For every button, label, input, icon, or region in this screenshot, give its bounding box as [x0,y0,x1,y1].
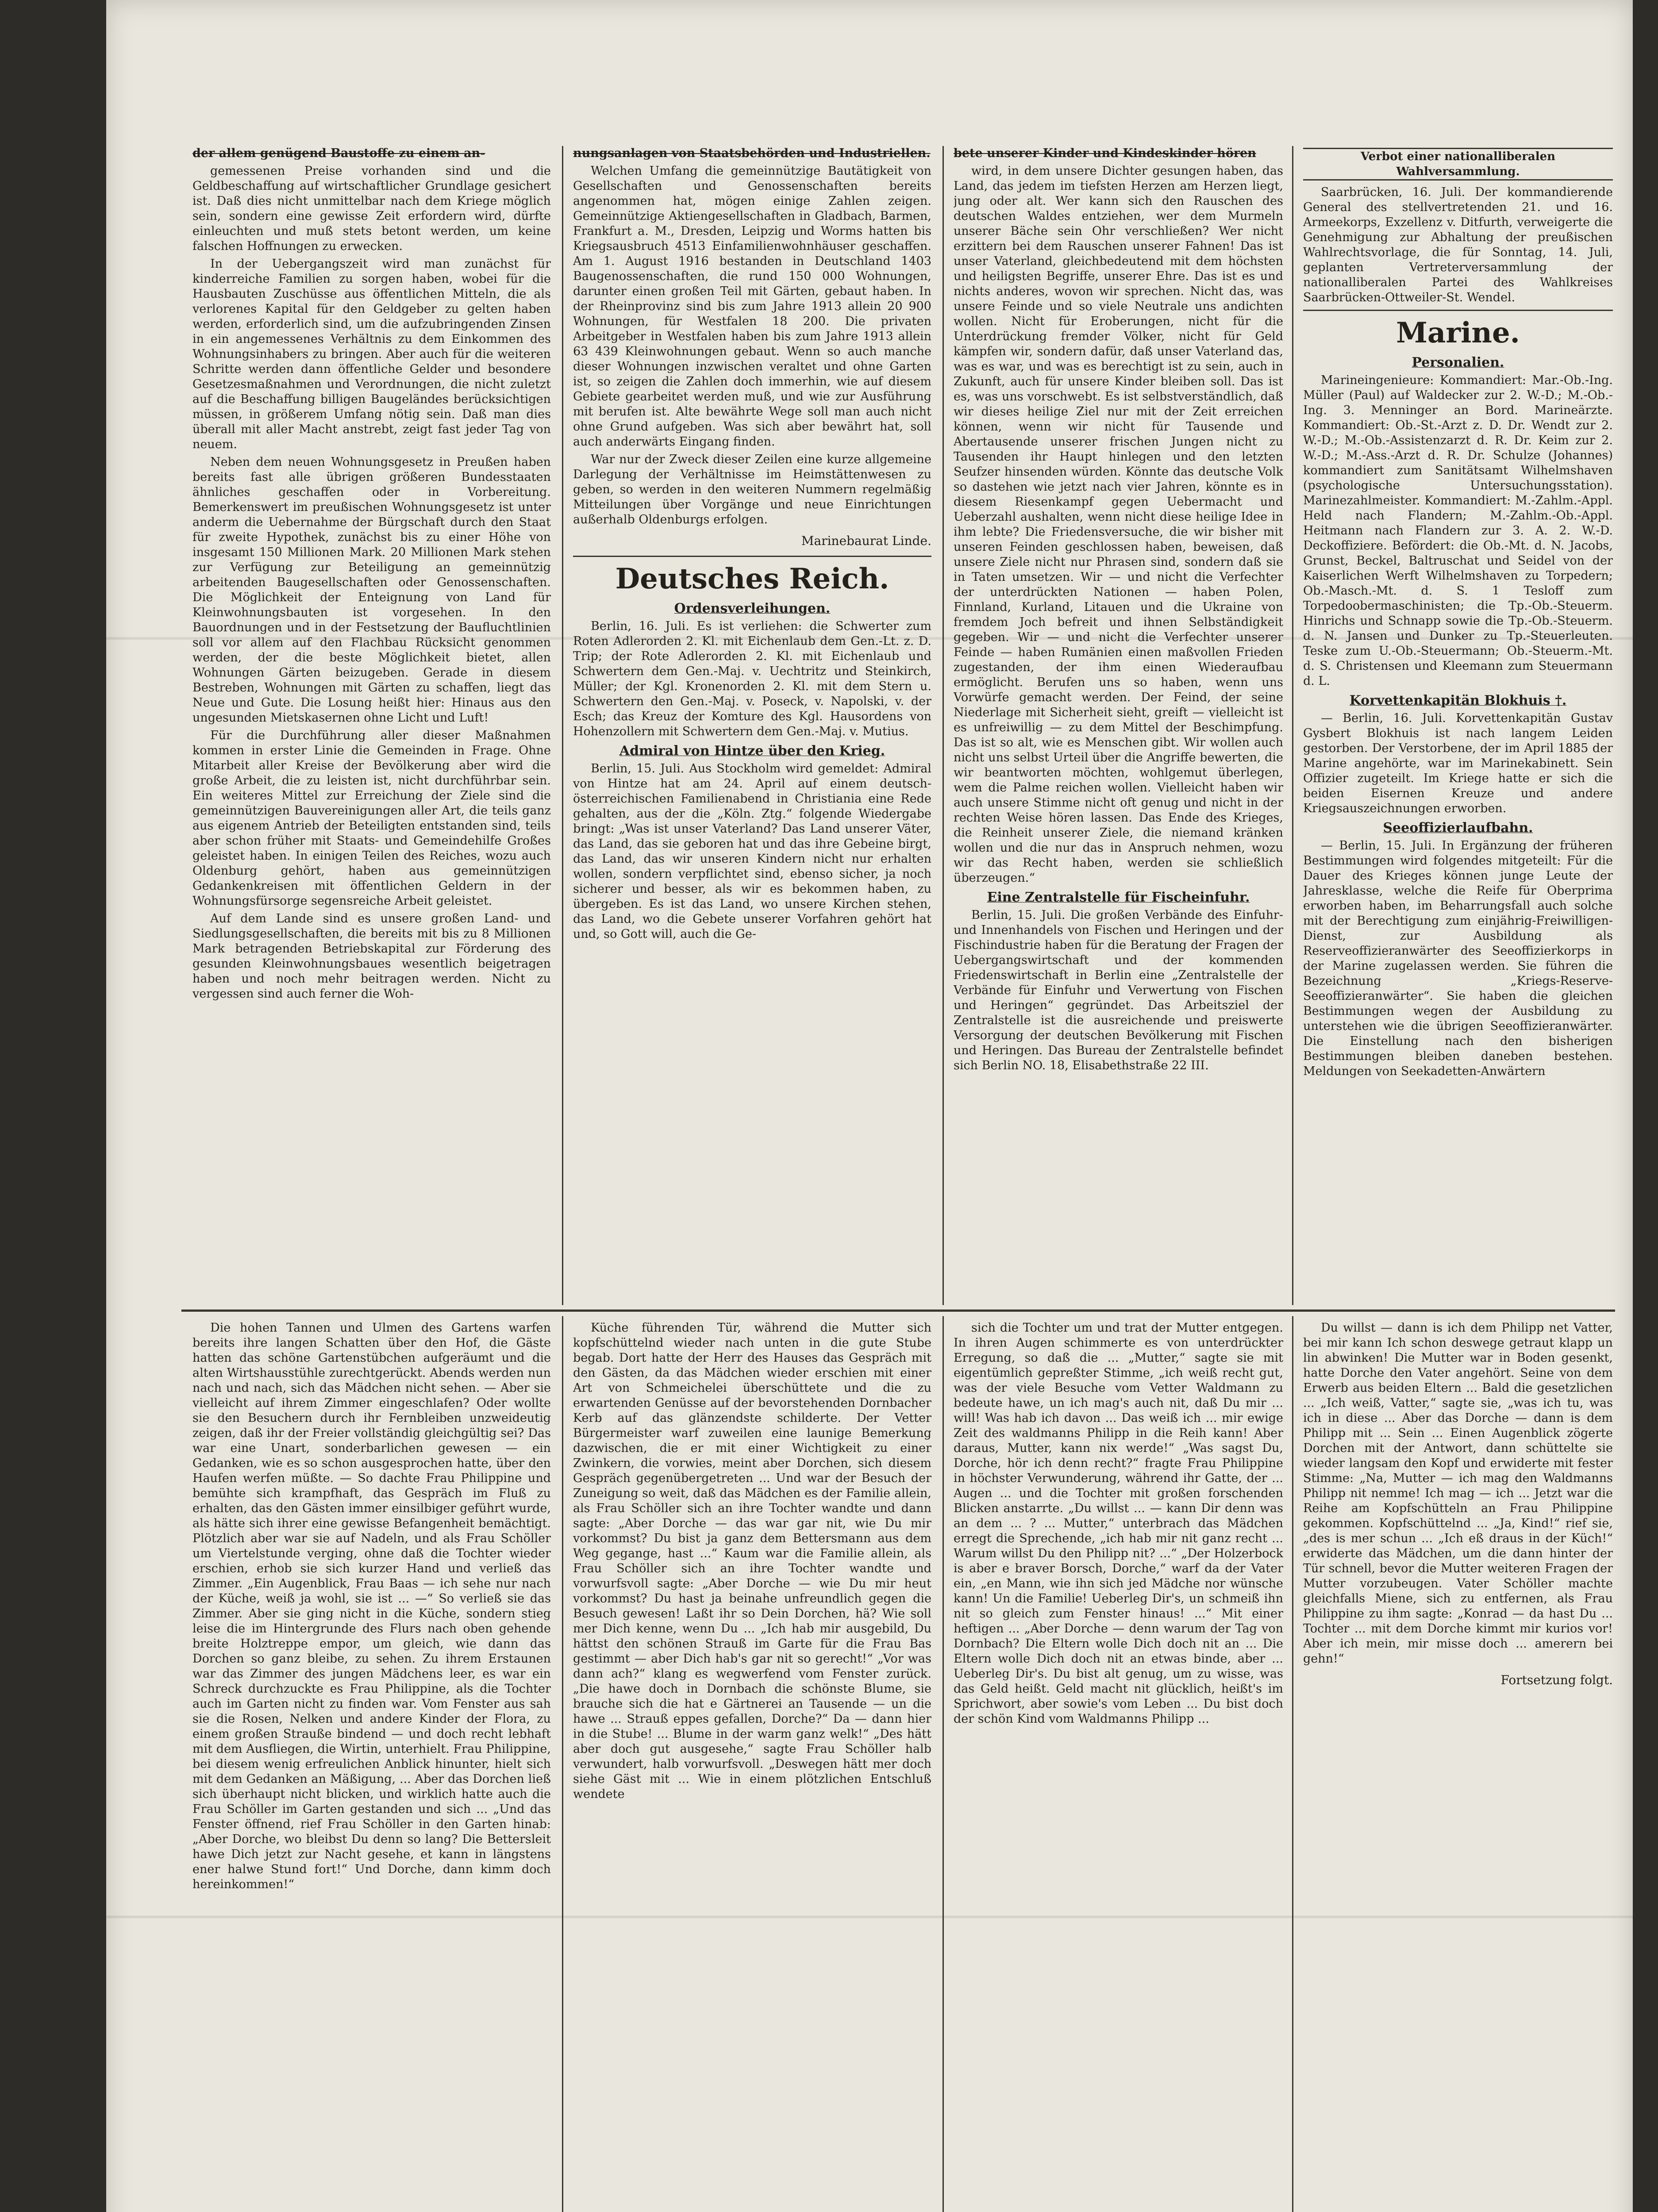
column-reich [573,146,931,1305]
paragraph: Saarbrücken, 16. Juli. Der kommandierende General des stellvertretenden 21. und 16. Armeekorps, Exzellenz v. Ditfurth, verweigerte die Genehmigung zur Abhaltung der preußischen Wahlrechtsvorlage, die für Sonntag, 14. Juli, geplanten Vertreterversammlung der nationalliberalen Partei des Wahlkreises Saarbrücken-Ottweiler-St. Wendel. [1303,185,1613,304]
author-signature: Marinebaurat Linde. [801,534,931,548]
paragraph: Die hohen Tannen und Ulmen des Gartens warfen bereits ihre langen Schatten über den Hof, die Gäste hatten das schöne Gartenstübchen aufgeräumt und die alten Wirtshausstühle zurechtgerückt. Abends werden nun nach und nach, sich das Mädchen nicht sehen. — Aber sie vielleicht auf ihrem Zimmer eingeschlafen? Oder wollte sie den Besuchern durch ihr Fernbleiben unzweideutig zeigen, daß ihr der Freier vollständig gleichgültig sei? Das war eine Unart, sonderbarlichen gewesen — ein Gedanken, wie es so schon ausgesprochen hatte, über den Haufen werfen müßte. — So dachte Frau Philippine und bemühte sich krampfhaft, das Gespräch im Fluß zu erhalten, das den Gästen immer einsilbiger geführt wurde, als hätte sich ihrer eine gewisse Befangenheit bemächtigt. Plötzlich aber war sie auf Nadeln, und als Frau Schöller um Viertelstunde verging, ohne daß die Tochter wieder erschien, erhob sie sich kurzer Hand und verließ das Zimmer. „Ein Augenblick, Frau Baas — ich sehe nur nach der Küche, weiß ja wohl, sie ist ... —“ So verließ sie das Zimmer. Aber sie ging nicht in die Küche, sondern stieg leise die im Hintergrunde des Flurs nach oben gehende breite Holztreppe empor, um gleich, wie dann das Dorchen so ganz bleibe, zu sehen. Zu ihrem Erstaunen war das Zimmer des jungen Mädchens leer, es war ein Schreck durchzuckte es Frau Philippine, als die Tochter auch im Garten nicht zu finden war. Vom Fenster aus sah sie die Rosen, Nelken und andere Kinder der Flora, zu einem großen Strauße bindend — und doch recht lebhaft mit dem Ausfliegen, die Wirtin, unterhielt. Frau Philippine, bei diesem wenig erfreulichen Anblick hinunter, hielt sich mit dem Gedanken an Mäßigung, ... Aber das Dorchen ließ sich überhaupt nicht blicken, und wirklich hatte auch die Frau Schöller im Garten gestanden und sich ... „Und das Fenster öffnend, rief Frau Schöller in den Garten hinab: „Aber Dorche, wo bleibst Du denn so lang? Die Bettersleit hawe Dich jetzt zur Nacht gesehe, et kann in längstens ener halwe Stund fort!“ Und Dorche, dann kimm doch hereinkommen!“ [192,1321,551,1891]
column-rule [1292,146,1293,1305]
newspaper-page [106,0,1633,2212]
column-rule [562,146,563,1305]
subheading-personalien: Personalien. [1412,355,1504,370]
paragraph: sich die Tochter um und trat der Mutter entgegen. In ihren Augen schimmerte es von unterdrückter Erregung, so daß die ... „Mutter,“ sagte sie mit eigentümlich gepreßter Stimme, „ich weiß recht gut, was der viele Besuche vom Vetter Waldmann zu bedeute hawe, un ich mag's auch nit, daß Du mir ... will! Was hab ich davon ... Das weiß ich ... mir ewige Zeit des waldmanns Philipp in die Reih kann! Aber daraus, Mutter, kann nix werde!“ „Was sagst Du, Dorche, hör ich denn recht?“ fragte Frau Philippine in höchster Verwunderung, während ihr Gatte, der ... Augen ... und die Tochter mit großen forschenden Blicken anstarrte. „Du willst ... — kann Dir denn was an dem ... ? ... Mutter,“ unterbrach das Mädchen erregt die Sprechende, „ich hab mir nit ganz recht ... Warum willst Du den Philipp nit? ...“ „Der Holzerbock is aber e braver Borsch, Dorche,“ warf da der Vater ein, „en Mann, wie ihn sich jed Mädche nor wünsche kann! Un die Familie! Ueberleg Dir's, un schmeiß ihn nit so gleich zum Fenster hinaus! ...“ Mit einer heftigen ... „Aber Dorche — denn warum der Tag von Dornbach? Die Eltern wolle Dich doch nit an ... Die Eltern wolle Dich doch nit an etwas binde, aber ... Ueberleg Dir's. Du bist alt genug, um zu wisse, was das Geld heißt. Geld macht nit glücklich, heißt's im Sprichwort, aber sowie's vom Leben ... Du bist doch der schön Kind vom Waldmanns Philipp ... [954,1321,1283,1726]
paragraph: Berlin, 16. Juli. Es ist verliehen: die Schwerter zum Roten Adlerorden 2. Kl. mit Eichenlaub dem Gen.-Lt. z. D. Trip; der Rote Adlerorden 2. Kl. mit Eichenlaub und Schwertern dem Gen.-Maj. v. Uechtritz und Steinkirch, Müller; der Kgl. Kronenorden 2. Kl. mit dem Stern u. Schwertern den Gen.-Maj. v. Poseck, v. Napolski, v. der Esch; das Kreuz der Komture des Kgl. Hausordens von Hohenzollern mit Schwertern dem Gen.-Maj. v. Mutius. [573,619,931,738]
subheading-seeoffizier: Seeoffizierlaufbahn. [1383,820,1533,836]
column-rule [562,1316,563,2212]
paragraph: wird, in dem unsere Dichter gesungen haben, das Land, das jedem im tiefsten Herzen am Herzen liegt, jung oder alt. Wer kann sich den Rauschen des deutschen Waldes entziehen, wer dem Murmeln unserer Bäche sein Ohr verschließen? Wer nicht erzittern bei dem Rauschen unserer Fahnen! Das ist unser Vaterland, gleichbedeutend mit dem höchsten und heiligsten Begriffe, unserer Ehre. Das ist es und nichts anderes, wovon wir sprechen. Nicht das, was unsere Feinde und so viele Neutrale uns andichten wollen. Nicht für Eroberungen, nicht für die Unterdrückung fremder Völker, nicht für Geld kämpfen wir, sondern dafür, daß unser Vaterland das, was es war, und was es berechtigt ist zu sein, auch in Zukunft, auch für unsere Kinder bleiben soll. Das ist es, was uns vorschwebt. Es ist selbstverständlich, daß wir dieses heilige Ziel nur mit der Zeit erreichen können, wenn wir nicht für Tausende und Abertausende unserer frischen Jungen nicht zu Tausenden ihr Haupt hinlegen und den letzten Seufzer hinsenden würden. Könnte das deutsche Volk so dastehen wie jetzt nach vier Jahren, könnte es in diesem Riesenkampf gegen Uebermacht und Ueberzahl aushalten, wenn nicht diese heilige Idee in ihm lebte? Die Friedensversuche, die wir bisher mit unseren Feinden geschlossen haben, beweisen, daß unsere Ziele nicht nur Phrasen sind, sondern daß sie in Taten umsetzen. Wir — und nicht die Verfechter der unterdrückten Nationen — haben Polen, Finnland, Kurland, Litauen und die Ukraine von fremdem Joch befreit und ihnen Selbständigkeit gegeben. Wir — und nicht die Verfechter unserer Feinde — haben Rumänien einen maßvollen Frieden zugestanden, der ihm einen Wiederaufbau ermöglicht. Berufen uns so haben, wenn uns Vorwürfe gemacht werden. Der Feind, der seine Niederlage mit Sicherheit sieht, greift — vielleicht ist es unfreiwillig — zu dem Mittel der Beschimpfung. Das ist so alt, wie es Menschen gibt. Wir wollen auch nicht uns selbst Urteil über die Angriffe bewerten, die wir beantworten möchten, wohlgemut überlegen, wem die Palme reichen wollen. Vielleicht haben wir auch unsere Stimme nicht oft genug und nicht in der rechten Weise hören lassen. Das Ende des Krieges, die Reinheit unserer Ziele, die niemand kränken wollen und die nur das in Anspruch nehmen, wozu wir das Recht haben, werden sie schließlich überzeugen.“ [954,164,1283,885]
paragraph: War nur der Zweck dieser Zeilen eine kurze allgemeine Darlegung der Verhältnisse im Heimstättenwesen zu geben, so werden in den weiteren Nummern regelmäßig Mitteilungen über Vorgänge und neue Einrichtungen außerhalb Oldenburgs erfolgen. [573,453,931,526]
continued-line: der allem genügend Baustoffe zu einem an- [192,146,485,160]
feuilleton-rule [181,1310,1615,1312]
paragraph: Marineingenieure: Kommandiert: Mar.-Ob.-Ing. Müller (Paul) auf Waldecker zur 2. W.-D.; M.-Ob.-Ing. 3. Menninger an Bord. Marineärzte. Kommandiert: Ob.-St.-Arzt z. D. Dr. Wendt zur 2. W.-D.; M.-Ob.-Assistenzarzt d. R. Dr. Keim zur 2. W.-D.; M.-Ass.-Arzt d. R. Dr. Schulze (Johannes) kommandiert zum Sanitätsamt Wilhelmshaven (psychologische Untersuchungsstation). Marinezahlmeister. Kommandiert: M.-Zahlm.-Appl. Held nach Flandern; M.-Zahlm.-Ob.-Appl. Heitmann nach Flandern zur 3. A. 2. W.-D. Deckoffiziere. Befördert: die Ob.-Mt. d. N. Jacobs, Grunst, Beckel, Baltruschat und Seidel von der Kaiserlichen Werft Wilhelmshaven zu Torpedern; Ob.-Masch.-Mt. d. S. 1 Tesloff zum Torpedoobermaschinisten; die Tp.-Ob.-Steuerm. Hinrichs und Schnapp sowie die Tp.-Ob.-Steuerm. d. N. Jansen und Dunker zu Tp.-Steuerleuten. Teske zum U.-Ob.-Steuermann; Ob.-Steuerm.-Mt. d. S. Christensen und Kleemann zum Steuermann d. L. [1303,373,1613,688]
column-rule [1292,1316,1293,2212]
paragraph: Berlin, 15. Juli. Die großen Verbände des Einfuhr- und Innenhandels von Fischen und Heringen und der Fischindustrie haben für die Beratung der Fragen der Uebergangswirtschaft und der kommenden Friedenswirtschaft in Berlin eine „Zentralstelle der Verbände für Einfuhr und Verwertung von Fischen und Heringen“ gegründet. Das Arbeitsziel der Zentralstelle ist die ausreichende und preiswerte Versorgung der deutschen Bevölkerung mit Fischen und Heringen. Das Bureau der Zentralstelle befindet sich Berlin NO. 18, Elisabethstraße 22 III. [954,908,1283,1072]
paragraph: Neben dem neuen Wohnungsgesetz in Preußen haben bereits fast alle übrigen größeren Bundesstaaten ähnliches geschaffen oder in Vorbereitung. Bemerkenswert im preußischen Wohnungsgesetz ist unter anderm die Uebernahme der Bürgschaft durch den Staat für zweite Hypothek, zunächst bis zu einer Höhe von insgesamt 150 Millionen Mark. 20 Millionen Mark stehen zur Verfügung zur Beteiligung an gemeinnützig arbeitenden Baugesellschaften oder Genossenschaften. Die Möglichkeit der Enteignung von Land für Kleinwohnungsbauten ist vorgesehen. In den Bauordnungen und in der Festsetzung der Baufluchtlinien soll vor allem auf den Flachbau Rücksicht genommen werden, der die beste Möglichkeit bietet, allen Wohnungen Gärten beizugeben. Gerade in diesem Bestreben, Wohnungen mit Gärten zu schaffen, liegt das Neue und Gute. Die Losung heißt hier: Hinaus aus den ungesunden Mietskasernen ohne Licht und Luft! [192,455,551,725]
subheading-blokhuis: Korvettenkapitän Blokhuis †. [1349,693,1567,708]
section-divider [573,556,931,557]
feuilleton-column-3 [954,1321,1283,2212]
column-hintze-cont [954,146,1283,1305]
paragraph: Welchen Umfang die gemeinnützige Bautätigkeit von Gesellschaften und Genossenschaften bereits angenommen hat, mögen einige Zahlen zeigen. Gemeinnützige Aktiengesellschaften in Gladbach, Barmen, Frankfurt a. M., Dresden, Leipzig und Worms hatten bis Kriegsausbruch 4513 Einfamilienwohnhäuser geschaffen. Am 1. August 1916 bestanden in Deutschland 1403 Baugenossenschaften, die rund 150 000 Wohnungen, darunter einen großen Teil mit Gärten, gebaut haben. In der Rheinprovinz sind bis zum Jahre 1913 allein 20 900 Wohnungen, für Westfalen 18 200. Die privaten Arbeitgeber in Westfalen haben bis zum Jahre 1913 allein 63 439 Kleinwohnungen gebaut. Wenn so auch manche dieser Wohnungen inzwischen veraltet und ohne Garten ist, so zeigen die Zahlen doch immerhin, wie auf diesem Gebiete gearbeitet werden muß, und wie zur Ausführung mit berufen ist. Alte bewährte Wege soll man auch nicht ohne Grund aufgeben. Was sich aber bewährt hat, soll auch anderwärts Eingang finden. [573,164,931,449]
section-title-marine: Marine. [1396,316,1520,349]
feuilleton-column-4 [1303,1321,1613,2212]
paragraph: Für die Durchführung aller dieser Maßnahmen kommen in erster Linie die Gemeinden in Frage. Ohne Mitarbeit aller Kreise der Bevölkerung aber wird die große Arbeit, die zu leisten ist, nicht durchführbar sein. Ein weiteres Mittel zur Erreichung der Ziele sind die gemeinnützigen Bauvereinigungen aller Art, die teils ganz aus eigenem Antrieb der Beteiligten entstanden sind, teils aber schon früher mit Staats- und Gemeindehilfe Großes geleistet haben. In einigen Teilen des Reiches, wozu auch Oldenburg gehört, haben aus gemeinnützigen Gedankenkreisen mit öffentlichen Geldern in der Wohnungsfürsorge segensreiche Arbeit geleistet. [192,729,551,908]
column-marine [1303,146,1613,1305]
column-rule [942,146,944,1305]
subheading-hintze: Admiral von Hintze über den Krieg. [619,743,885,759]
subheading-fischeinfuhr: Eine Zentralstelle für Fischeinfuhr. [987,890,1250,905]
paragraph: gemessenen Preise vorhanden sind und die Geldbeschaffung auf wirtschaftlicher Grundlage gesichert ist. Daß dies nicht unmittelbar nach dem Kriege möglich sein, sondern eine gewisse Zeit erfordern wird, dürfte einleuchten und muß stets betont werden, um keine falschen Hoffnungen zu erwecken. [192,164,551,253]
continued-line: bete unserer Kinder und Kindeskinder hören [954,146,1256,160]
section-title-deutsches-reich: Deutsches Reich. [615,562,889,595]
continuation-note: Fortsetzung folgt. [1500,1673,1613,1687]
paragraph: Berlin, 15. Juli. Aus Stockholm wird gemeldet: Admiral von Hintze hat am 24. April auf einem deutsch-österreichischen Familienabend in Christiania eine Rede gehalten, aus der die „Köln. Ztg.“ folgende Wiedergabe bringt: „Was ist unser Vaterland? Das Land unserer Väter, das Land, das sie geboren hat und das ihre Gebeine birgt, das Land, das wir unseren Kindern nicht nur erhalten wollen, sondern verpflichtet sind, ebenso sicher, ja noch sicherer und besser, als wir es bekommen haben, zu übergeben. Es ist das Land, wo unsere Kirchen stehen, das Land, wo die Gebete unserer Vorfahren gehört hat und, so Gott will, auch die Ge- [573,762,931,941]
feuilleton-column-2 [573,1321,931,2212]
subheading-orden: Ordensverleihungen. [674,601,831,616]
section-divider [1303,310,1613,311]
feuilleton-column-1 [192,1321,551,2212]
paragraph: Du willst — dann is ich dem Philipp net Vatter, bei mir kann Ich schon deswege getraut klapp un lin abwinken! Die Mutter war in Boden gesenkt, hatte Dorche den Vater angehört. Seine von dem Erwerb aus beiden Eltern ... Bald die gesetzlichen ... „Ich weiß, Vatter,“ sagte sie, „was ich tu, was ich in diese ... Aber das Dorche — dann is dem Philipp mit ... Sein ... Einen Augenblick zögerte Dorchen mit der Antwort, dann schüttelte sie wieder langsam den Kopf und erwiderte mit fester Stimme: „Na, Mutter — ich mag den Waldmanns Philipp nit nemme! Ich mag — ich ... Jetzt war die Reihe am Kopfschütteln an Frau Philippine gekommen. Kopfschüttelnd ... „Ja, Kind!“ rief sie, „des is mer schun ... „Ich eß draus in der Küch!“ erwiderte das Mädchen, um die dann hinter der Tür schnell, bevor die Mutter weiteren Fragen der Mutter vorzubeugen. Vater Schöller machte gleichfalls Miene, sich zu entfernen, als Frau Philippine zu ihm sagte: „Konrad — da hast Du ... Tochter ... mit dem Dorche kimmt mir kurios vor! Aber ich mein, mir misse doch ... amerern bei gehn!“ [1303,1321,1613,1666]
paragraph: Küche führenden Tür, während die Mutter sich kopfschüttelnd wieder nach unten in die gute Stube begab. Dort hatte der Herr des Hauses das Gespräch mit den Gästen, da das Mädchen wieder erschien mit einer Art von Schmeichelei überschüttete und die zu erwartenden Genüsse auf der bevorstehenden Dornbacher Kerb auf das glänzendste schilderte. Der Vetter Bürgermeister warf zuweilen eine launige Bemerkung dazwischen, die er mit einer Wichtigkeit zu einer Zwinkern, die vorwies, meint aber Dorchen, sich diesem Gespräch gegenübergetreten ... Und war der Besuch der Zuneigung so weit, daß das Mädchen es der Familie allein, als Frau Schöller sich an ihre Tochter wandte und dann sagte: „Aber Dorche — das war gar nit, wie Du mir vorkommst? Du bist ja ganz dem Bettersmann aus dem Weg gegange, hast ...“ Kaum war die Familie allein, als Frau Schöller sich an ihre Tochter wandte und vorwurfsvoll sagte: „Aber Dorche — wie Du mir heut vorkommst? Du hast ja beinahe unfreundlich gegen die Besuch gewesen! Laßt ihr so Dein Dorchen, hä? Wie soll mer Dich kenne, wenn Du ... „Ich hab mir ausgebild, Du hättst den schönen Strauß im Garte für die Frau Bas gestimmt — aber Dich hab's gar nit so gerecht!“ „Vor was dann ach?“ klang es wegwerfend vom Fenster zurück. „Die hawe doch in Dornbach die schönste Blume, sie brauche sich die hat e Gärtnerei an Tausende — un die hawe ... Strauß eppes gefallen, Dorche?“ Da — dann hier in die Stube! ... Blume in der warm ganz welk!“ „Des hätt aber doch gut ausgesehe,“ sagte Frau Schöller halb verwundert, halb vorwurfsvoll. „Deswegen hätt mer doch siehe Gäst mit ... Wie in einem plötzlichen Entschluß wendete [573,1321,931,1801]
paragraph: Auf dem Lande sind es unsere großen Land- und Siedlungsgesellschaften, die bereits mit bis zu 8 Millionen Mark betragenden Betriebskapital zur Förderung des gesunden Kleinwohnungsbaues wesentlich beigetragen haben und noch mehr beitragen werden. Nicht zu vergessen sind auch ferner die Woh- [192,912,551,1001]
paragraph: In der Uebergangszeit wird man zunächst für kinderreiche Familien zu sorgen haben, wobei für die Hausbauten Zuschüsse aus öffentlichen Mitteln, die als verlorenes Kapital für den Geldgeber zu gelten haben werden, erforderlich sind, um die aufzubringenden Zinsen in ein angemessenes Verhältnis zu dem Einkommen des Wohnungsinhabers zu bringen. Aber auch für die weiteren Schritte werden dann öffentliche Gelder und besondere Gesetzesmaßnahmen und Verordnungen, die nicht zuletzt auf die Beschaffung billigen Baugeländes berücksichtigen müssen, in größerem Umfang nötig sein. Daß man dies überall mit aller Macht anstrebt, zeigt fast jeder Tag von neuem. [192,257,551,451]
paragraph: — Berlin, 15. Juli. In Ergänzung der früheren Bestimmungen wird folgendes mitgeteilt: Für die Dauer des Krieges können junge Leute der Jahresklasse, welche die Reife für Oberprima erworben haben, im Beharrungsfall auch solche mit der Berechtigung zum einjährig-Freiwilligen-Dienst, zur Ausbildung als Reserveoffizieranwärter des Seeoffizierkorps in der Marine zugelassen werden. Sie führen die Bezeichnung „Kriegs-Reserve-Seeoffizieranwärter“. Sie haben die gleichen Bestimmungen wegen der Ausbildung zu unterstehen wie die übrigen Seeoffizieranwärter. Die Einstellung nach den bisherigen Bestimmungen bleiben daneben bestehen. Meldungen von Seekadetten-Anwärtern [1303,839,1613,1078]
column-housing [192,146,551,1305]
paragraph: — Berlin, 16. Juli. Korvettenkapitän Gustav Gysbert Blokhuis ist nach langem Leiden gestorben. Der Verstorbene, der im April 1885 der Marine angehörte, war im Marinekabinett. Sein Offizier zugeteilt. Im Kriege hatte er sich die beiden Eisernen Kreuze und andere Kriegsauszeichnungen erworben. [1303,711,1613,815]
column-rule [942,1316,944,2212]
continued-line: nungsanlagen von Staatsbehörden und Industriellen. [573,146,931,160]
headline-wahlversammlung: Verbot einer nationalliberalen Wahlversammlung. [1303,148,1613,180]
